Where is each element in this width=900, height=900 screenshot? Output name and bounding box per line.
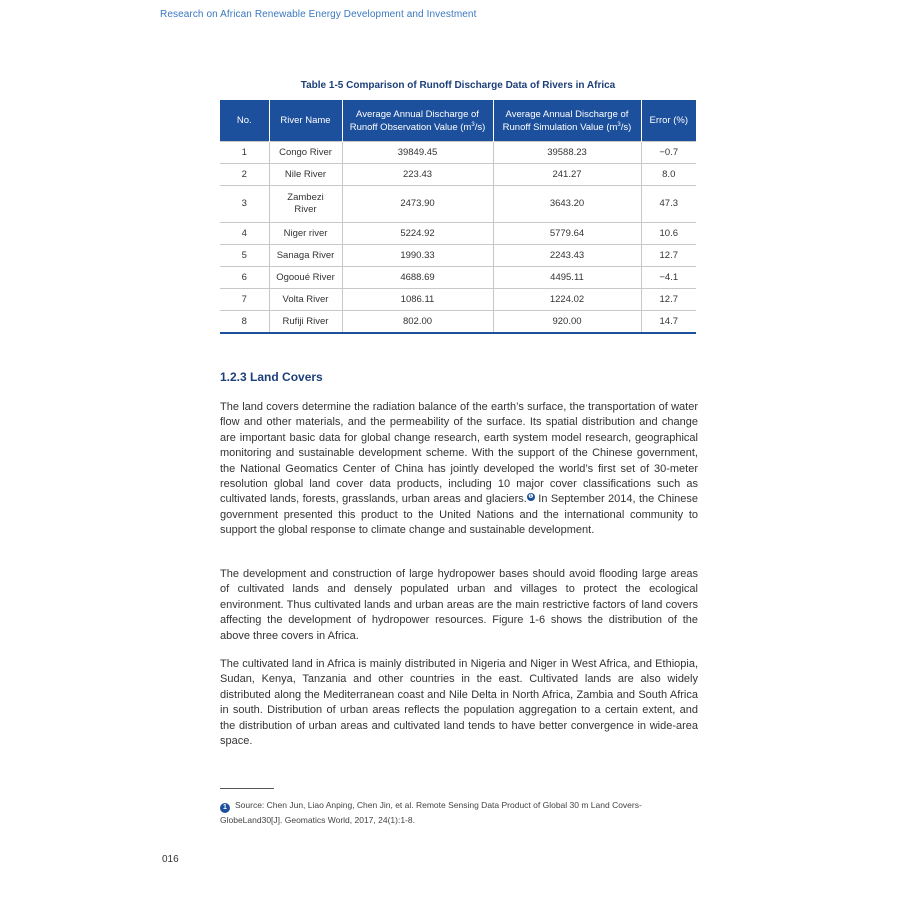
table-header-row bbox=[220, 100, 696, 142]
paragraph-cultivated-land: The cultivated land in Africa is mainly distributed in Nigeria and Niger in West Africa, and Ethiopia, Sudan, Kenya, Tanzania and other countries in the east. Cultivated lands are also widely distributed along the Mediterranean coast and Nile Delta in North Africa, Zambia and South Africa in south. Distribution of urban areas reflects the population aggregation to a certain extent, and the distribution of urban areas and cultivated land tends to have better convergence in wide-area space. bbox=[220, 658, 698, 748]
cell-river: Ogooué River bbox=[269, 267, 342, 289]
cell-no: 5 bbox=[220, 245, 269, 267]
table-row bbox=[220, 267, 696, 289]
cell-river: Zambezi River bbox=[269, 186, 342, 223]
runoff-table bbox=[220, 100, 696, 334]
cell-river: Congo River bbox=[269, 142, 342, 164]
footnote-reference-icon[interactable]: ❶ bbox=[528, 493, 534, 500]
cell-river: Nile River bbox=[269, 164, 342, 186]
cell-error: −4.1 bbox=[641, 267, 696, 289]
cell-no: 8 bbox=[220, 311, 269, 334]
cell-observation: 2473.90 bbox=[342, 186, 493, 223]
cell-simulation: 5779.64 bbox=[493, 223, 641, 245]
table-row bbox=[220, 245, 696, 267]
cell-simulation: 3643.20 bbox=[493, 186, 641, 223]
footnote-text: Source: Chen Jun, Liao Anping, Chen Jin, et al. Remote Sensing Data Product of Global 30 m Land Covers-GlobeLand30[J]. Geomatics World, 2017, 24(1):1-8. bbox=[220, 800, 642, 825]
cell-error: 47.3 bbox=[641, 186, 696, 223]
footnote-number-icon: 1 bbox=[220, 803, 230, 813]
cell-observation: 1086.11 bbox=[342, 289, 493, 311]
col-header-error: Error (%) bbox=[641, 100, 696, 142]
cell-river: Sanaga River bbox=[269, 245, 342, 267]
cell-error: 8.0 bbox=[641, 164, 696, 186]
paragraph-text: In September 2014, the Chinese government presented this product to the United Nations and the international community to support the global response to climate change and sustainable development. bbox=[220, 493, 698, 537]
cell-no: 6 bbox=[220, 267, 269, 289]
cell-observation: 802.00 bbox=[342, 311, 493, 334]
cell-river: Niger river bbox=[269, 223, 342, 245]
cell-error: 14.7 bbox=[641, 311, 696, 334]
cell-error: 12.7 bbox=[641, 245, 696, 267]
cell-observation: 39849.45 bbox=[342, 142, 493, 164]
cell-simulation: 241.27 bbox=[493, 164, 641, 186]
cell-observation: 4688.69 bbox=[342, 267, 493, 289]
cell-simulation: 4495.11 bbox=[493, 267, 641, 289]
footnote-divider bbox=[220, 788, 274, 789]
table-row bbox=[220, 142, 696, 164]
cell-simulation: 1224.02 bbox=[493, 289, 641, 311]
col-header-river: River Name bbox=[269, 100, 342, 142]
cell-no: 3 bbox=[220, 186, 269, 223]
table-row bbox=[220, 311, 696, 334]
cell-no: 4 bbox=[220, 223, 269, 245]
table-title: Table 1-5 Comparison of Runoff Discharge Data of Rivers in Africa bbox=[300, 80, 616, 91]
table-row bbox=[220, 164, 696, 186]
cell-simulation: 39588.23 bbox=[493, 142, 641, 164]
cell-observation: 5224.92 bbox=[342, 223, 493, 245]
cell-error: −0.7 bbox=[641, 142, 696, 164]
cell-no: 1 bbox=[220, 142, 269, 164]
cell-error: 12.7 bbox=[641, 289, 696, 311]
cell-observation: 1990.33 bbox=[342, 245, 493, 267]
paragraph-land-covers-intro bbox=[220, 400, 698, 539]
table-row bbox=[220, 289, 696, 311]
cell-river: Rufiji River bbox=[269, 311, 342, 334]
table-row bbox=[220, 223, 696, 245]
cell-no: 2 bbox=[220, 164, 269, 186]
cell-no: 7 bbox=[220, 289, 269, 311]
paragraph-text: The land covers determine the radiation balance of the earth’s surface, the transportation of water flow and other materials, and the permeability of the surface. Its spatial distribution and change are important basic data for global change research, earth system model research, geographical monitoring and sustainable development scheme. With the support of the Chinese government, the National Geomatics Center of China has jointly developed the world’s first set of 30-meter resolution global land cover data products, including 10 major cover classifications such as cultivated lands, forests, grasslands, urban areas and glaciers. bbox=[220, 401, 698, 506]
col-header-no: No. bbox=[220, 100, 269, 142]
cell-simulation: 920.00 bbox=[493, 311, 641, 334]
section-heading: 1.2.3 Land Covers bbox=[220, 370, 323, 384]
col-header-simulation: Average Annual Discharge of Runoff Simulation Value $(m^3/s)$ bbox=[493, 100, 641, 142]
cell-river: Volta River bbox=[269, 289, 342, 311]
cell-error: 10.6 bbox=[641, 223, 696, 245]
page-number: 016 bbox=[162, 854, 179, 865]
cell-observation: 223.43 bbox=[342, 164, 493, 186]
table-row bbox=[220, 186, 696, 223]
col-header-observation: Average Annual Discharge of Runoff Observation Value $(m^3/s)$ bbox=[342, 100, 493, 142]
cell-simulation: 2243.43 bbox=[493, 245, 641, 267]
paragraph-hydropower: The development and construction of large hydropower bases should avoid flooding large areas of cultivated lands and densely populated urban and villages to protect the ecological environment. Thus cultivated lands and urban areas are the main restrictive factors of land covers affecting the development of hydropower resources. Figure 1-6 shows the distribution of the above three covers in Africa. bbox=[220, 568, 698, 642]
footnote bbox=[220, 798, 700, 828]
running-header: Research on African Renewable Energy Development and Investment bbox=[160, 9, 477, 20]
